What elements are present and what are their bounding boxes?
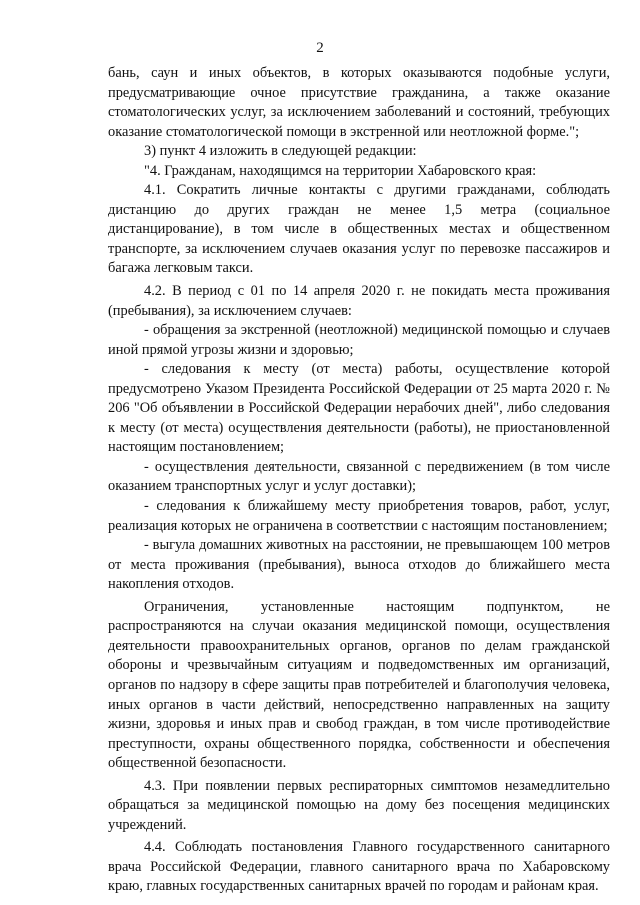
list-item-transport-activity: - осуществления деятельности, связанной с передвижением (в том числе оказанием транспортных услуг и услуг доставки);	[108, 458, 610, 495]
document-body	[108, 64, 610, 897]
paragraph-4-2: 4.2. В период с 01 по 14 апреля 2020 г. не покидать места проживания (пребывания), за исключением случаев:	[108, 283, 610, 319]
list-item-medical-help: - обращения за экстренной (неотложной) медицинской помощью и случаев иной прямой угрозы жизни и здоровью;	[108, 322, 610, 358]
paragraph-item-3: 3) пункт 4 изложить в следующей редакции:	[144, 143, 417, 160]
paragraph-4-1: 4.1. Сократить личные контакты с другими гражданами, соблюдать дистанцию до других граждан не менее 1,5 метра (социальное дистанцирование), в том числе в общественных местах и общественном транспорте, за исключением случаев оказания услуг по перевозке пассажиров и багажа легковым такси.	[108, 182, 610, 277]
page-number: 2	[316, 40, 324, 56]
list-item-work-travel: - следования к месту (от места) работы, осуществление которой предусмотрено Указом Президента Российской Федерации от 25 марта 2020 г. № 206 "Об объявлении в Российской Федерации нерабочих дней", либо следования к месту (от места) осуществления деятельности (работы), не приостановленной настоящим постановлением;	[108, 361, 610, 456]
paragraph-continuation: бань, саун и иных объектов, в которых оказываются подобные услуги, предусматривающие очное присутствие гражданина, а также оказание стоматологических услуг, за исключением заболеваний и состояний, требующих оказание стоматологической помощи в экстренной или неотложной форме.";	[108, 65, 610, 140]
paragraph-restrictions: Ограничения, установленные настоящим подпунктом, не распространяются на случаи оказания медицинской помощи, осуществления деятельности правоохранительных органов, органов по делам гражданской обороны и чрезвычайным ситуациям и подведомственных им организаций, органов по надзору в сфере защиты прав потребителей и благополучия человека, иных органов в части действий, непосредственно направленных на защиту жизни, здоровья и иных прав и свобод граждан, в том числе противодействие преступности, охраны общественного порядка, собственности и обеспечения общественной безопасности.	[108, 598, 610, 772]
paragraph-section-4: "4. Гражданам, находящимся на территории Хабаровского края:	[144, 162, 537, 179]
paragraph-4-4: 4.4. Соблюдать постановления Главного государственного санитарного врача Российской Федерации, главного санитарного врача по Хабаровскому краю, главных государственных санитарных врачей по городам и районам края.	[108, 839, 610, 895]
list-item-pet-walking: - выгула домашних животных на расстоянии, не превышающем 100 метров от места проживания (пребывания), выноса отходов до ближайшего места накопления отходов.	[108, 537, 610, 593]
list-item-shopping: - следования к ближайшему месту приобретения товаров, работ, услуг, реализация которых не ограничена в соответствии с настоящим постановлением;	[108, 498, 610, 534]
paragraph-4-3: 4.3. При появлении первых респираторных симптомов незамедлительно обращаться за медицинской помощью на дому без посещения медицинских учреждений.	[108, 777, 610, 833]
